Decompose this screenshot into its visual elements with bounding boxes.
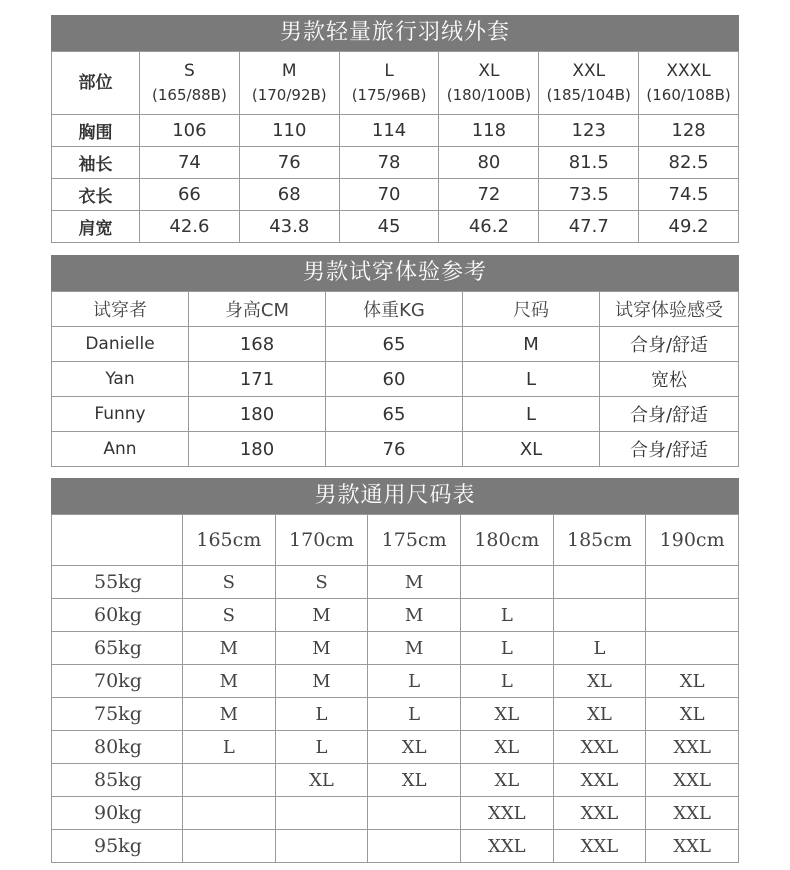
size-cell: M [183, 632, 276, 665]
size-cell: L [460, 632, 553, 665]
table-cell: 76 [326, 432, 463, 467]
size-table-title: 男款轻量旅行羽绒外套 [51, 15, 739, 51]
part-label: 袖长 [52, 147, 140, 179]
size-header-cell: L (175/96B) [339, 52, 439, 115]
table-cell: 168 [189, 327, 326, 362]
column-header: 身高CM [189, 292, 326, 327]
weight-label: 70kg [52, 665, 183, 698]
height-header: 165cm [183, 515, 276, 566]
size-header-cell: S (165/88B) [140, 52, 240, 115]
table-row [52, 731, 739, 764]
table-row [52, 830, 739, 863]
size-cell: M [183, 665, 276, 698]
size-cell: M [275, 599, 368, 632]
table-cell: 180 [189, 397, 326, 432]
weight-label: 85kg [52, 764, 183, 797]
size-chart-table [51, 514, 739, 863]
tester-name: Funny [52, 397, 189, 432]
table-cell: 123 [539, 115, 639, 147]
table-cell: 宽松 [600, 362, 739, 397]
size-cell: XL [646, 698, 739, 731]
size-cell [275, 797, 368, 830]
size-cell: M [368, 566, 461, 599]
trial-header-row [52, 292, 739, 327]
trial-reference-table [51, 291, 739, 467]
table-row [52, 327, 739, 362]
table-cell: L [463, 362, 600, 397]
table-cell: 45 [339, 211, 439, 243]
size-cell: M [275, 665, 368, 698]
size-cell: M [368, 632, 461, 665]
size-cell: XXL [646, 830, 739, 863]
size-cell: XL [460, 731, 553, 764]
table-row [52, 115, 739, 147]
table-row [52, 566, 739, 599]
size-header-cell: XL (180/100B) [439, 52, 539, 115]
size-chart-section [51, 478, 739, 863]
weight-label: 95kg [52, 830, 183, 863]
table-cell: M [463, 327, 600, 362]
weight-label: 65kg [52, 632, 183, 665]
table-cell: 74.5 [639, 179, 739, 211]
table-cell: 47.7 [539, 211, 639, 243]
size-cell: XL [460, 764, 553, 797]
size-chart-title: 男款通用尺码表 [51, 478, 739, 514]
table-row [52, 147, 739, 179]
table-row [52, 362, 739, 397]
table-cell: 128 [639, 115, 739, 147]
tester-name: Danielle [52, 327, 189, 362]
size-cell: M [368, 599, 461, 632]
size-cell: S [183, 566, 276, 599]
table-cell: 70 [339, 179, 439, 211]
table-cell: 76 [239, 147, 339, 179]
trial-reference-section [51, 255, 739, 467]
size-cell [368, 830, 461, 863]
table-cell: 43.8 [239, 211, 339, 243]
table-cell: 73.5 [539, 179, 639, 211]
table-row [52, 797, 739, 830]
height-header: 175cm [368, 515, 461, 566]
size-cell [183, 797, 276, 830]
table-cell: 合身/舒适 [600, 327, 739, 362]
size-measurement-section [51, 15, 739, 243]
size-cell [646, 566, 739, 599]
table-cell: 171 [189, 362, 326, 397]
tester-name: Yan [52, 362, 189, 397]
size-cell: XL [368, 764, 461, 797]
size-cell: S [183, 599, 276, 632]
size-cell: L [553, 632, 646, 665]
size-cell: XXL [460, 830, 553, 863]
table-cell: L [463, 397, 600, 432]
table-cell: 49.2 [639, 211, 739, 243]
size-cell: L [275, 698, 368, 731]
table-cell: 114 [339, 115, 439, 147]
table-cell: 106 [140, 115, 240, 147]
size-cell [553, 599, 646, 632]
size-measurement-table [51, 51, 739, 243]
size-cell [646, 632, 739, 665]
table-cell: 82.5 [639, 147, 739, 179]
weight-label: 60kg [52, 599, 183, 632]
table-row [52, 179, 739, 211]
size-cell: XL [553, 665, 646, 698]
table-cell: 42.6 [140, 211, 240, 243]
size-cell: S [275, 566, 368, 599]
table-cell: 68 [239, 179, 339, 211]
part-label: 胸围 [52, 115, 140, 147]
size-corner-cell: 部位 [52, 52, 140, 115]
size-cell: XXL [553, 830, 646, 863]
table-cell: 110 [239, 115, 339, 147]
height-header: 170cm [275, 515, 368, 566]
size-chart-corner [52, 515, 183, 566]
size-cell: L [460, 599, 553, 632]
size-cell: L [368, 665, 461, 698]
table-row [52, 599, 739, 632]
table-row [52, 397, 739, 432]
table-cell: 180 [189, 432, 326, 467]
part-label: 衣长 [52, 179, 140, 211]
column-header: 尺码 [463, 292, 600, 327]
tester-name: Ann [52, 432, 189, 467]
size-cell [183, 830, 276, 863]
table-cell: 65 [326, 397, 463, 432]
table-cell: 合身/舒适 [600, 432, 739, 467]
weight-label: 80kg [52, 731, 183, 764]
size-cell [460, 566, 553, 599]
part-label: 肩宽 [52, 211, 140, 243]
size-cell: XXL [646, 764, 739, 797]
table-row [52, 211, 739, 243]
column-header: 试穿体验感受 [600, 292, 739, 327]
size-cell [183, 764, 276, 797]
table-row [52, 698, 739, 731]
size-cell: L [275, 731, 368, 764]
table-row [52, 432, 739, 467]
size-header-cell: M (170/92B) [239, 52, 339, 115]
weight-label: 90kg [52, 797, 183, 830]
size-cell [553, 566, 646, 599]
size-cell: XXL [460, 797, 553, 830]
size-cell [275, 830, 368, 863]
size-cell: XXL [646, 797, 739, 830]
trial-table-title: 男款试穿体验参考 [51, 255, 739, 291]
height-header: 190cm [646, 515, 739, 566]
size-cell [368, 797, 461, 830]
size-cell: XXL [553, 764, 646, 797]
table-cell: 60 [326, 362, 463, 397]
size-cell: XXL [553, 797, 646, 830]
size-cell: XL [275, 764, 368, 797]
size-cell: L [368, 698, 461, 731]
column-header: 试穿者 [52, 292, 189, 327]
size-cell: XL [553, 698, 646, 731]
size-cell: M [183, 698, 276, 731]
size-cell [646, 599, 739, 632]
table-cell: 81.5 [539, 147, 639, 179]
table-cell: 118 [439, 115, 539, 147]
size-cell: XL [646, 665, 739, 698]
weight-label: 75kg [52, 698, 183, 731]
table-cell: 46.2 [439, 211, 539, 243]
size-header-row [52, 52, 739, 115]
table-cell: 74 [140, 147, 240, 179]
size-cell: L [183, 731, 276, 764]
table-cell: XL [463, 432, 600, 467]
table-row [52, 764, 739, 797]
table-cell: 合身/舒适 [600, 397, 739, 432]
table-row [52, 632, 739, 665]
size-cell: XXL [553, 731, 646, 764]
height-header: 185cm [553, 515, 646, 566]
weight-label: 55kg [52, 566, 183, 599]
table-cell: 78 [339, 147, 439, 179]
size-cell: L [460, 665, 553, 698]
table-row [52, 665, 739, 698]
size-cell: M [275, 632, 368, 665]
column-header: 体重KG [326, 292, 463, 327]
size-cell: XXL [646, 731, 739, 764]
size-cell: XL [368, 731, 461, 764]
size-chart-header-row [52, 515, 739, 566]
size-header-cell: XXXL (160/108B) [639, 52, 739, 115]
table-cell: 80 [439, 147, 539, 179]
table-cell: 72 [439, 179, 539, 211]
table-cell: 65 [326, 327, 463, 362]
height-header: 180cm [460, 515, 553, 566]
size-header-cell: XXL (185/104B) [539, 52, 639, 115]
size-cell: XL [460, 698, 553, 731]
table-cell: 66 [140, 179, 240, 211]
